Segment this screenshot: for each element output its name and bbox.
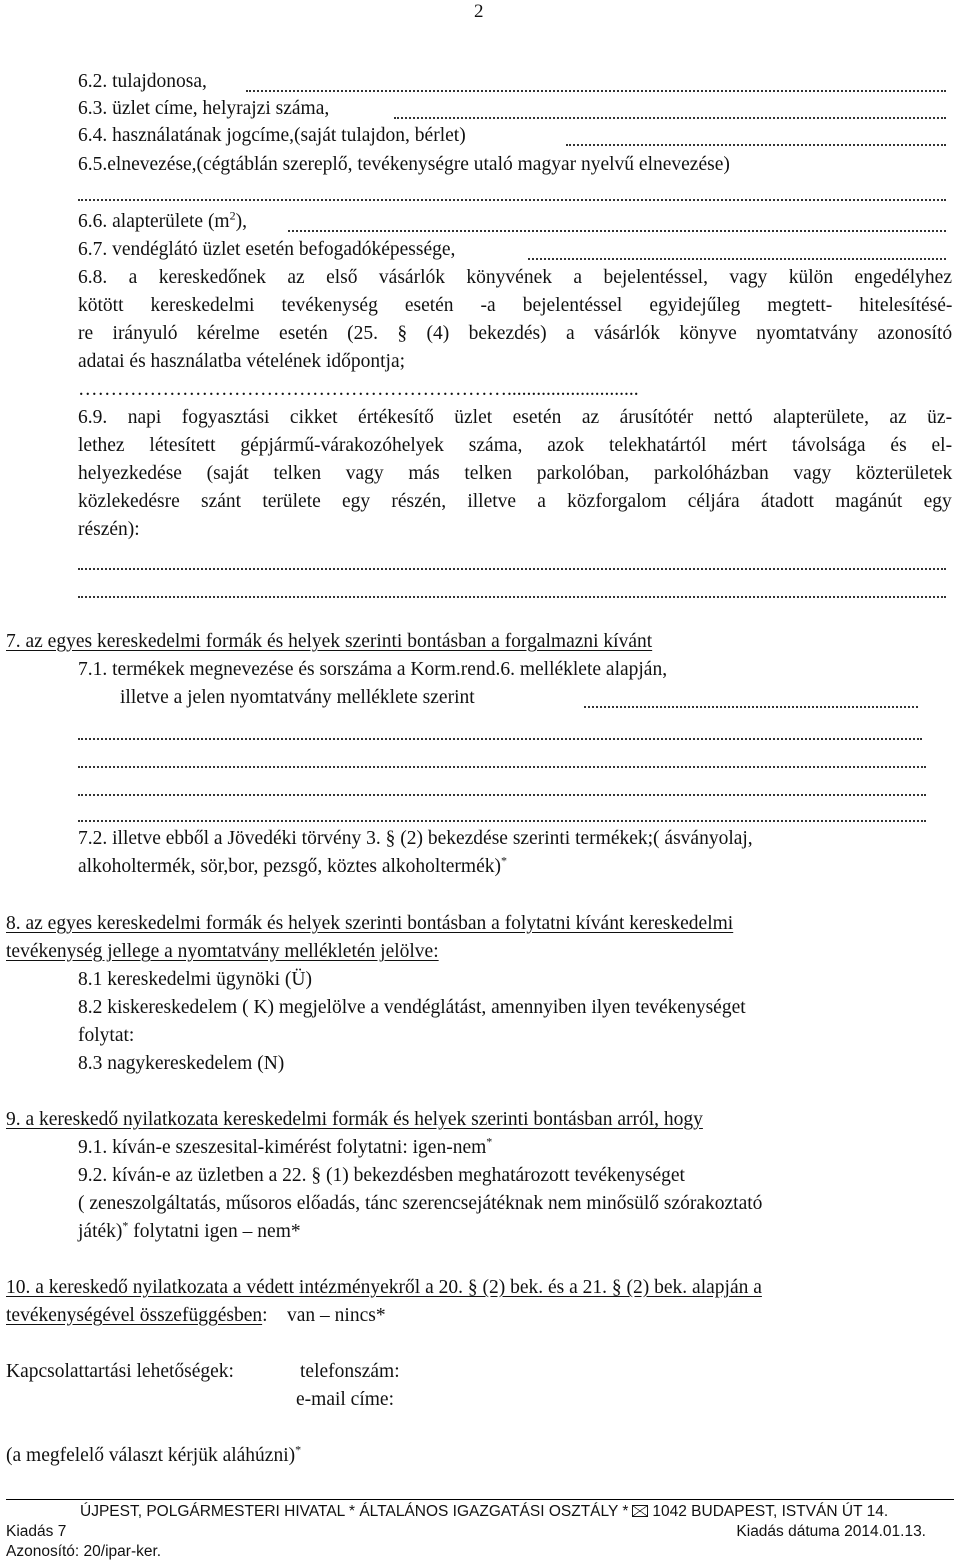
item-6-2: 6.2. tulajdonosa,: [78, 71, 207, 92]
item-9-2-line-1: 9.2. kíván-e az üzletben a 22. § (1) bekezdésben meghatározott tevékenységet: [78, 1165, 685, 1186]
item-6-9-line-4: közlekedésre szánt területe egy részén, illetve a közforgalom céljára átadott magánút egy: [78, 491, 952, 512]
section-8-heading-line-1: 8. az egyes kereskedelmi formák és helyek szerinti bontásban a folytatni kívánt kereskedelmi: [6, 913, 734, 934]
footer-office-name: ÚJPEST, POLGÁRMESTERI HIVATAL * ÁLTALÁNOS IGAZGATÁSI OSZTÁLY *: [80, 1503, 629, 1520]
section-9-heading: 9. a kereskedő nyilatkozata kereskedelmi formák és helyek szerinti bontásban arról, hogy: [6, 1109, 703, 1130]
fill-line: [78, 199, 946, 201]
item-6-8-line-1: 6.8. a kereskedőnek az első vásárlók könyvének a bejelentéssel, vagy külön engedélyhez: [78, 267, 952, 288]
item-9-2-text-a: játék): [78, 1221, 123, 1242]
item-6-8-line-3: re irányuló kérelme esetén (25. § (4) bekezdés) a vásárlók könyve nyomtatvány azonosító: [78, 323, 953, 344]
item-9-1: [78, 1136, 492, 1160]
footnote-mark: *: [486, 1134, 493, 1149]
item-6-9-line-2: lethez létesített gépjármű-várakozóhelyek száma, azok telekhatártól mért távolsága és el-: [78, 435, 953, 456]
fill-line: [566, 144, 946, 146]
item-6-6: [78, 210, 247, 234]
item-6-5: 6.5.elnevezése,(cégtáblán szereplő, tevékenységre utaló magyar nyelvű elnevezése): [78, 154, 730, 175]
item-6-4: 6.4. használatának jogcíme,(saját tulajdon, bérlet): [78, 125, 466, 146]
item-9-2-line-2: ( zeneszolgáltatás, műsoros előadás, tánc szerencsejátéknak nem minősülő szórakoztató: [78, 1193, 763, 1214]
footer-edition: Kiadás 7: [6, 1523, 67, 1540]
item-7-1-line-2: illetve a jelen nyomtatvány melléklete szerint: [120, 687, 475, 708]
footer-office: [80, 1503, 888, 1521]
item-6-9-line-5: részén):: [78, 519, 140, 540]
section-8-heading-line-2: tevékenység jellege a nyomtatvány mellékletén jelölve:: [6, 941, 439, 962]
item-6-8-line-4: adatai és használatba vételének időpontja;: [78, 351, 406, 372]
footnote-mark: *: [122, 1218, 129, 1233]
item-6-9-line-1: 6.9. napi fogyasztási cikket értékesítő üzlet esetén az árusítótér nettó alapterülete, az üz-: [78, 407, 953, 428]
area-label: 6.6. alapterülete (m: [78, 211, 230, 232]
area-label-end: ),: [235, 211, 247, 232]
fill-line: [78, 568, 946, 570]
item-7-1-line-1: 7.1. termékek megnevezése és sorszáma a Korm.rend.6. melléklete alapján,: [78, 659, 668, 680]
item-8-3: 8.3 nagykereskedelem (N): [78, 1053, 285, 1074]
fill-line: [78, 794, 926, 796]
footnote-mark: *: [500, 853, 507, 868]
contact-phone: telefonszám:: [300, 1361, 400, 1382]
footer-edition-date: Kiadás dátuma 2014.01.13.: [736, 1523, 926, 1540]
item-6-8-line-2: kötött kereskedelmi tevékenység esetén -a bejelentéssel egyidejűleg megtett- hitelesítésé-: [78, 295, 953, 316]
item-9-2-line-3: [78, 1220, 301, 1244]
item-6-8-line-5: …………………………………………………………...........................: [78, 379, 639, 400]
item-6-9-line-3: helyezkedése (saját telken vagy más telken parkolóban, parkolóházban vagy közterületek: [78, 463, 953, 484]
page-number: 2: [474, 1, 484, 22]
item-9-2-text-b: folytatni igen – nem*: [128, 1221, 301, 1242]
fill-line: [78, 738, 922, 740]
item-9-1-text: 9.1. kíván-e szeszesital-kimérést folytatni: igen-nem: [78, 1137, 487, 1158]
fill-line: [78, 766, 926, 768]
footer-identifier: Azonosító: 20/ipar-ker.: [6, 1543, 162, 1560]
section-7-heading: 7. az egyes kereskedelmi formák és helyek szerinti bontásban a forgalmazni kívánt: [6, 631, 653, 652]
item-7-2-text: alkoholtermék, sör,bor, pezsgő, köztes alkoholtermék): [78, 856, 501, 877]
item-8-2-line-2: folytat:: [78, 1025, 135, 1046]
fill-line: [246, 90, 946, 92]
fill-line: [528, 258, 946, 260]
fill-line: [78, 596, 946, 598]
section-10-heading-line-1: 10. a kereskedő nyilatkozata a védett intézményekről a 20. § (2) bek. és a 21. § (2) bek. alapján a: [6, 1277, 762, 1298]
section-10-heading-line-2: [6, 1304, 386, 1328]
footer-address: 1042 BUDAPEST, ISTVÁN ÚT 14.: [652, 1503, 889, 1520]
underline-note-text: (a megfelelő választ kérjük aláhúzni): [6, 1445, 296, 1466]
item-8-2-line-1: 8.2 kiskereskedelem ( K) megjelölve a vendéglátást, amennyiben ilyen tevékenységet: [78, 997, 746, 1018]
item-6-7: 6.7. vendéglátó üzlet esetén befogadóképessége,: [78, 239, 456, 260]
fill-line: [78, 820, 926, 822]
fill-line: [394, 117, 946, 119]
envelope-icon: [632, 1505, 648, 1517]
fill-line: [288, 230, 946, 232]
footer-rule: [6, 1499, 954, 1500]
section-10-heading-text: tevékenységével összefüggésben: [6, 1305, 263, 1326]
contact-label: Kapcsolattartási lehetőségek:: [6, 1361, 234, 1382]
fill-line: [584, 706, 918, 708]
item-7-2-line-2: [78, 855, 507, 879]
superscript: 2: [229, 208, 236, 223]
underline-note: [6, 1444, 301, 1468]
section-10-answer: : van – nincs*: [262, 1305, 386, 1326]
item-8-1: 8.1 kereskedelmi ügynöki (Ü): [78, 969, 312, 990]
contact-email: e-mail címe:: [296, 1389, 394, 1410]
item-6-3: 6.3. üzlet címe, helyrajzi száma,: [78, 98, 330, 119]
footnote-mark: *: [295, 1442, 302, 1457]
item-7-2-line-1: 7.2. illetve ebből a Jövedéki törvény 3. § (2) bekezdése szerinti termékek;( ásványolaj,: [78, 828, 753, 849]
